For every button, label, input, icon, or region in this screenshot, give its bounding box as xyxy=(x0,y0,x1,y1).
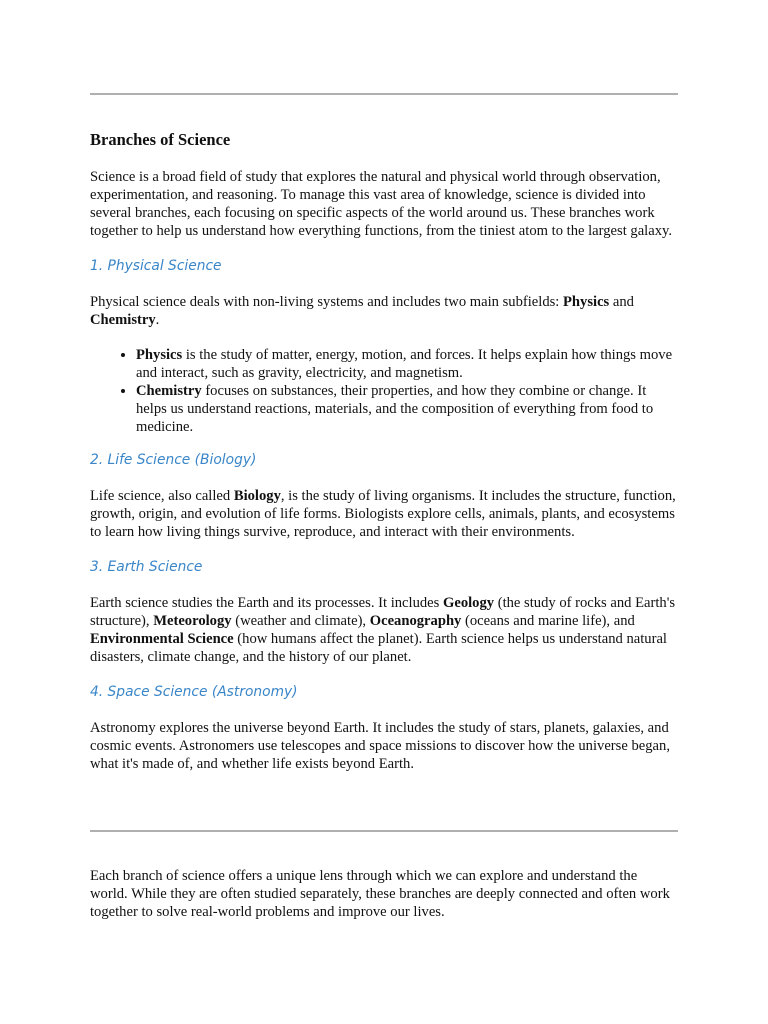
page-title: Branches of Science xyxy=(90,130,231,149)
physical-science-list xyxy=(90,346,678,436)
section-heading-life-science: 2. Life Science (Biology) xyxy=(90,452,257,468)
bold-term-biology: Biology xyxy=(233,488,281,504)
bold-term-environmental-science: Environmental Science xyxy=(90,631,234,647)
bold-term-geology: Geology xyxy=(442,595,495,611)
text-run: , is the study of living organisms. It includes the structure, function, growth, origin, and evolution of life forms. Biologists explore cells, animals, plants, and ecosystems to learn how living things survive, reproduce, and interact with their environments. xyxy=(90,488,676,540)
text-run: . xyxy=(155,312,160,328)
bold-term-chemistry: Chemistry xyxy=(90,312,156,328)
text-run: and xyxy=(609,294,634,310)
bold-term-physics: Physics xyxy=(563,294,610,310)
bold-term-meteorology: Meteorology xyxy=(153,613,232,629)
earth-science-paragraph xyxy=(90,594,678,666)
section-divider xyxy=(90,830,678,832)
space-science-paragraph: Astronomy explores the universe beyond Earth. It includes the study of stars, planets, galaxies, and cosmic events. Astronomers use telescopes and space missions to discover how the universe began, what it's made of, and whether life exists beyond Earth. xyxy=(90,720,670,772)
text-run: Life science, also called xyxy=(90,488,234,504)
text-run: (how humans affect the planet). Earth science helps us understand natural disasters, climate change, and the history of our planet. xyxy=(90,631,667,665)
text-run: Earth science studies the Earth and its processes. It includes xyxy=(90,595,443,611)
life-science-paragraph xyxy=(90,487,678,541)
list-item-text: focuses on substances, their properties, and how they combine or change. It helps us understand reactions, materials, and the composition of everything from food to medicine. xyxy=(136,383,654,435)
section-heading-space-science: 4. Space Science (Astronomy) xyxy=(90,684,298,700)
article-body xyxy=(90,130,678,790)
closing-section xyxy=(90,867,678,921)
section-heading-physical-science: 1. Physical Science xyxy=(90,258,222,274)
top-divider xyxy=(90,93,678,95)
text-run: (the study of rocks and Earth's structure), xyxy=(90,595,676,629)
list-item xyxy=(136,346,678,382)
closing-paragraph: Each branch of science offers a unique lens through which we can explore and understand the world. While they are often studied separately, these branches are deeply connected and often work together to solve real-world problems and improve our lives. xyxy=(90,868,670,920)
text-run: (oceans and marine life), and xyxy=(461,613,635,629)
list-item xyxy=(136,382,678,436)
bold-term: Chemistry xyxy=(136,383,202,399)
bold-term: Physics xyxy=(136,347,183,363)
physical-science-paragraph xyxy=(90,293,678,329)
list-item-text: is the study of matter, energy, motion, and forces. It helps explain how things move and interact, such as gravity, electricity, and magnetism. xyxy=(136,347,673,381)
intro-paragraph: Science is a broad field of study that explores the natural and physical world through observation, experimentation, and reasoning. To manage this vast area of knowledge, science is divided into several branches, each focusing on specific aspects of the world around us. These branches work together to help us understand how everything functions, from the tiniest atom to the largest galaxy. xyxy=(90,169,672,239)
section-heading-earth-science: 3. Earth Science xyxy=(90,559,203,575)
bold-term-oceanography: Oceanography xyxy=(369,613,462,629)
text-run: Physical science deals with non-living systems and includes two main subfields: xyxy=(90,294,564,310)
text-run: (weather and climate), xyxy=(231,613,370,629)
